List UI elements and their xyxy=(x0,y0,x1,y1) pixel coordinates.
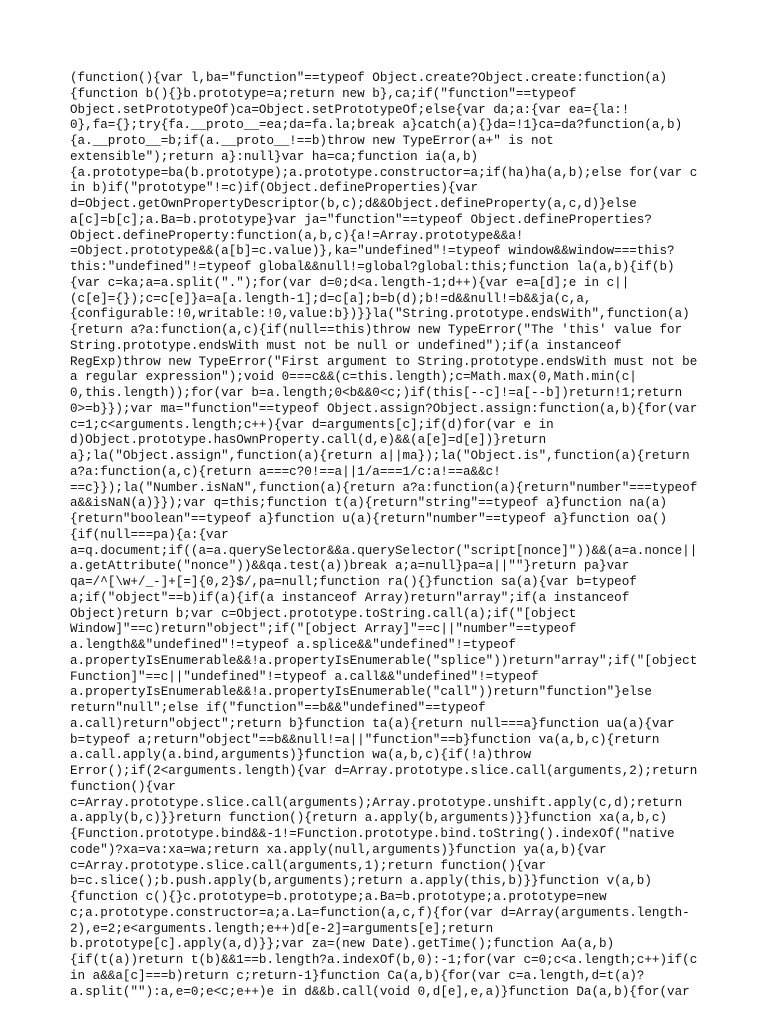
code-line: Error();if(2<arguments.length){var d=Array.prototype.slice.call(arguments,2);return xyxy=(70,764,698,778)
code-line: RegExp)throw new TypeError("First argument to String.prototype.endsWith must not be xyxy=(70,354,698,369)
code-line: c;a.prototype.constructor=a;a.La=function(a,c,f){for(var d=Array(arguments.length- xyxy=(70,905,690,920)
code-line: b.prototype[c].apply(a,d)}};var za=(new Date).getTime();function Aa(a,b) xyxy=(70,937,615,952)
code-line: {a.__proto__=b;if(a.__proto__!==b)throw new TypeError(a+" is not xyxy=(70,134,554,148)
code-line: =Object.prototype&&(a[b]=c.value)},ka="undefined"!=typeof window&&window===this? xyxy=(70,244,675,259)
code-line: in a&&a[c]===b)return c;return-1}function Ca(a,b){for(var c=a.length,d=t(a)? xyxy=(70,968,645,983)
code-line: c=1;c<arguments.length;c++){var d=arguments[c];if(d)for(var e in xyxy=(70,417,554,432)
code-line: 0>=b}});var ma="function"==typeof Object.assign?Object.assign:function(a,b){for(var xyxy=(70,401,698,416)
code-line: 2),e=2;e<arguments.length;e++)d[e-2]=arguments[e];return xyxy=(70,921,494,936)
code-line: c=Array.prototype.slice.call(arguments,1);return function(){var xyxy=(70,858,547,873)
code-line: function(){var xyxy=(70,779,176,794)
code-line: a?a:function(a,c){return a===c?0!==a||1/a===1/c:a!==a&&c! xyxy=(70,464,501,479)
code-line: 0},fa={};try{fa.__proto__=ea;da=fa.la;break a}catch(a){}da=!1}ca=da?function(a,b) xyxy=(70,118,683,133)
code-line: a.propertyIsEnumerable&&!a.propertyIsEnumerable("splice"))return"array";if("[object xyxy=(70,653,698,668)
code-line: a.getAttribute("nonce"))&&qa.test(a))break a;a=null}pa=a||""}return pa}var xyxy=(70,559,630,574)
code-line: {return a?a:function(a,c){if(null==this)throw new TypeError("The 'this' value for xyxy=(70,323,683,337)
code-line: {a.prototype=ba(b.prototype);a.prototype.constructor=a;if(ha)ha(a,b);else for(var c xyxy=(70,165,698,180)
code-line: this:"undefined"!=typeof global&&null!=global?global:this;function la(a,b){if(b) xyxy=(70,260,675,274)
code-line: b=c.slice();b.push.apply(b,arguments);return a.apply(this,b)}}function v(a,b) xyxy=(70,874,652,889)
code-line: in b)if("prototype"!=c)if(Object.defineProperties){var xyxy=(70,181,479,196)
code-line: (c[e]={});c=c[e]}a=a[a.length-1];d=c[a];b=b(d);b!=d&&null!=b&&ja(c,a, xyxy=(70,291,592,306)
code-line: a=q.document;if((a=a.querySelector&&a.querySelector("script[nonce]"))&&(a=a.nonce|| xyxy=(70,543,698,558)
code-line: extensible");return a}:null}var ha=ca;function ia(a,b) xyxy=(70,149,479,164)
code-text-view xyxy=(70,71,760,1000)
code-line: ==c}});la("Number.isNaN",function(a){return a?a:function(a){return"number"===typeof xyxy=(70,480,698,495)
code-line: d)Object.prototype.hasOwnProperty.call(d,e)&&(a[e]=d[e])}return xyxy=(70,433,547,448)
code-line: Window]"==c)return"object";if("[object Array]"==c||"number"==typeof xyxy=(70,622,577,637)
code-line: {if(t(a))return t(b)&&1==b.length?a.indexOf(b,0):-1;for(var c=0;c<a.length;c++)if(c xyxy=(70,953,698,967)
code-line: b=typeof a;return"object"==b&&null!=a||"function"==b}function va(a,b,c){return xyxy=(70,732,660,747)
code-line: Object.setPrototypeOf)ca=Object.setPrototypeOf;else{var da;a:{var ea={la:! xyxy=(70,102,630,117)
code-line: a};la("Object.assign",function(a){return a||ma});la("Object.is",function(a){return xyxy=(70,449,690,463)
code-line: a.call.apply(a.bind,arguments)}function wa(a,b,c){if(!a)throw xyxy=(70,748,532,763)
code-line: a regular expression");void 0===c&&(c=this.length);c=Math.max(0,Math.min(c| xyxy=(70,370,637,385)
code-line: c=Array.prototype.slice.call(arguments);Array.prototype.unshift.apply(c,d);return xyxy=(70,795,683,810)
code-line: {Function.prototype.bind&&-1!=Function.prototype.bind.toString().indexOf("native xyxy=(70,827,675,841)
code-line: qa=/^[\w+/_-]+[=]{0,2}$/,pa=null;function ra(){}function sa(a){var b=typeof xyxy=(70,575,637,589)
code-line: {configurable:!0,writable:!0,value:b})}}la("String.prototype.endsWith",function(a) xyxy=(70,307,690,322)
code-line: {function c(){}c.prototype=b.prototype;a.Ba=b.prototype;a.prototype=new xyxy=(70,890,607,904)
code-line: {return"boolean"==typeof a}function u(a){return"number"==typeof a}function oa() xyxy=(70,512,668,526)
code-line: {var c=ka;a=a.split(".");for(var d=0;d<a.length-1;d++){var e=a[d];e in c|| xyxy=(70,275,630,290)
code-line: Object.defineProperty:function(a,b,c){a!=Array.prototype&&a! xyxy=(70,228,524,243)
code-line: return"null";else if("function"==b&&"undefined"==typeof xyxy=(70,701,486,715)
code-line: a;if("object"==b)if(a){if(a instanceof Array)return"array";if(a instanceof xyxy=(70,590,630,605)
code-line: a.split(""):a,e=0;e<c;e++)e in d&&b.call(void 0,d[e],e,a)}function Da(a,b){for(var xyxy=(70,984,690,999)
code-line: Function]"==c||"undefined"!=typeof a.call&&"undefined"!=typeof xyxy=(70,669,539,684)
code-line: (function(){var l,ba="function"==typeof Object.create?Object.create:function(a) xyxy=(70,71,668,85)
code-line: Object)return b;var c=Object.prototype.toString.call(a);if("[object xyxy=(70,606,577,621)
code-line: code")?xa=va:xa=wa;return xa.apply(null,arguments)}function ya(a,b){var xyxy=(70,842,607,857)
code-line: a.propertyIsEnumerable&&!a.propertyIsEnumerable("call"))return"function"}else xyxy=(70,685,652,700)
code-line: a[c]=b[c];a.Ba=b.prototype}var ja="function"==typeof Object.defineProperties? xyxy=(70,212,652,227)
code-line: {if(null===pa){a:{var xyxy=(70,527,229,542)
code-line: a.length&&"undefined"!=typeof a.splice&&"undefined"!=typeof xyxy=(70,638,516,652)
code-line: {function b(){}b.prototype=a;return new b},ca;if("function"==typeof xyxy=(70,86,577,101)
code-line: a.call)return"object";return b}function ta(a){return null===a}function ua(a){var xyxy=(70,716,675,731)
code-line: String.prototype.endsWith must not be null or undefined");if(a instanceof xyxy=(70,338,622,353)
code-line: a&&isNaN(a)}});var q=this;function t(a){return"string"==typeof a}function na(a) xyxy=(70,496,668,511)
code-line: d=Object.getOwnPropertyDescriptor(b,c);d&&Object.defineProperty(a,c,d)}else xyxy=(70,197,637,211)
code-line: 0,this.length));for(var b=a.length;0<b&&0<c;)if(this[--c]!=a[--b])return!1;return xyxy=(70,386,683,400)
code-line: a.apply(b,c)}}return function(){return a.apply(b,arguments)}}function xa(a,b,c) xyxy=(70,811,668,826)
